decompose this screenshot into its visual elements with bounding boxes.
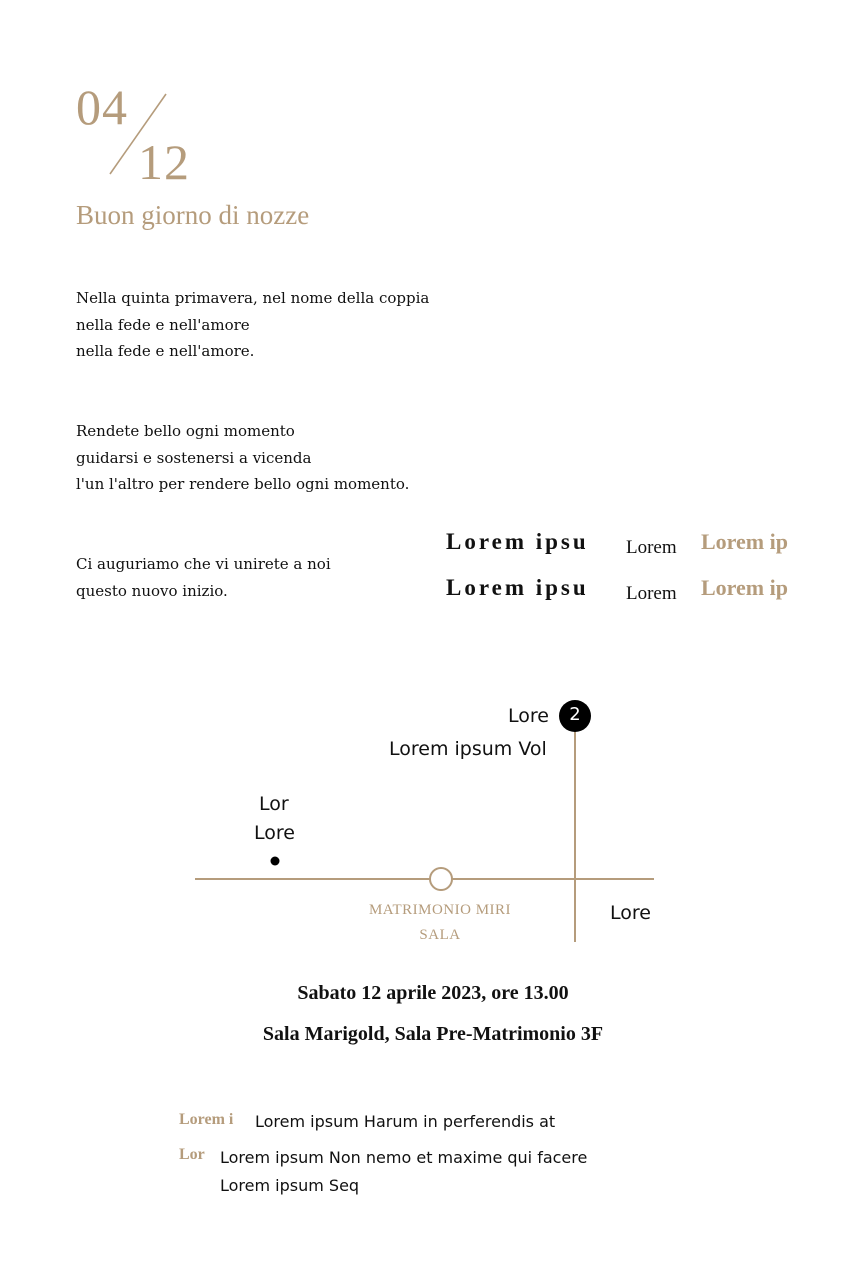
paragraph-line: nella fede e nell'amore. xyxy=(76,342,255,360)
date-day: 04 xyxy=(76,79,128,135)
name-middle: Lorem xyxy=(626,583,677,604)
map-dot-marker xyxy=(271,857,280,866)
event-datetime: Sabato 12 aprile 2023, ore 13.00 xyxy=(297,982,569,1004)
name-alt: Lorem ip xyxy=(701,575,788,600)
note-text-1 xyxy=(255,1108,555,1136)
paragraph-line: l'un l'altro per rendere bello ogni momento. xyxy=(76,475,410,493)
map-badge-number: 2 xyxy=(569,704,581,725)
map-label-right: Lore xyxy=(610,902,651,924)
note-line: Lorem ipsum Seq xyxy=(220,1176,360,1195)
note-label-2: Lor xyxy=(179,1146,205,1163)
venue-name-line1: MATRIMONIO MIRI xyxy=(368,902,512,918)
map-label-left-2: Lore xyxy=(254,822,295,844)
page-title: Buon giorno di nozze xyxy=(76,200,310,230)
paragraph-line: nella fede e nell'amore xyxy=(76,315,250,334)
name-alt: Lorem ip xyxy=(701,529,788,554)
event-place: Sala Marigold, Sala Pre-Matrimonio 3F xyxy=(262,1023,604,1045)
paragraph-line: Nella quinta primavera, nel nome della coppia xyxy=(76,289,430,307)
venue-marker xyxy=(430,868,452,890)
paragraph-line: Ci auguriamo che vi unirete a noi xyxy=(76,555,331,573)
name-primary: Lorem ipsu xyxy=(446,575,589,600)
name-primary: Lorem ipsu xyxy=(446,529,589,554)
date-month: 12 xyxy=(138,134,190,190)
map-label-top: Lore xyxy=(508,705,549,727)
note-text-2 xyxy=(220,1144,587,1200)
note-line: Lorem ipsum Harum in perferendis at xyxy=(255,1112,556,1131)
paragraph-line: questo nuovo inizio. xyxy=(76,581,228,600)
note-label-1: Lorem i xyxy=(179,1111,234,1128)
note-line: Lorem ipsum Non nemo et maxime qui facere xyxy=(220,1148,588,1167)
map-label-top-sub: Lorem ipsum Vol xyxy=(389,738,547,760)
venue-name-line2: SALA xyxy=(419,927,461,943)
name-middle: Lorem xyxy=(626,537,677,558)
map-label-left-1: Lor xyxy=(259,793,289,815)
paragraph-line: guidarsi e sostenersi a vicenda xyxy=(76,448,312,467)
paragraph-line: Rendete bello ogni momento xyxy=(76,422,295,440)
